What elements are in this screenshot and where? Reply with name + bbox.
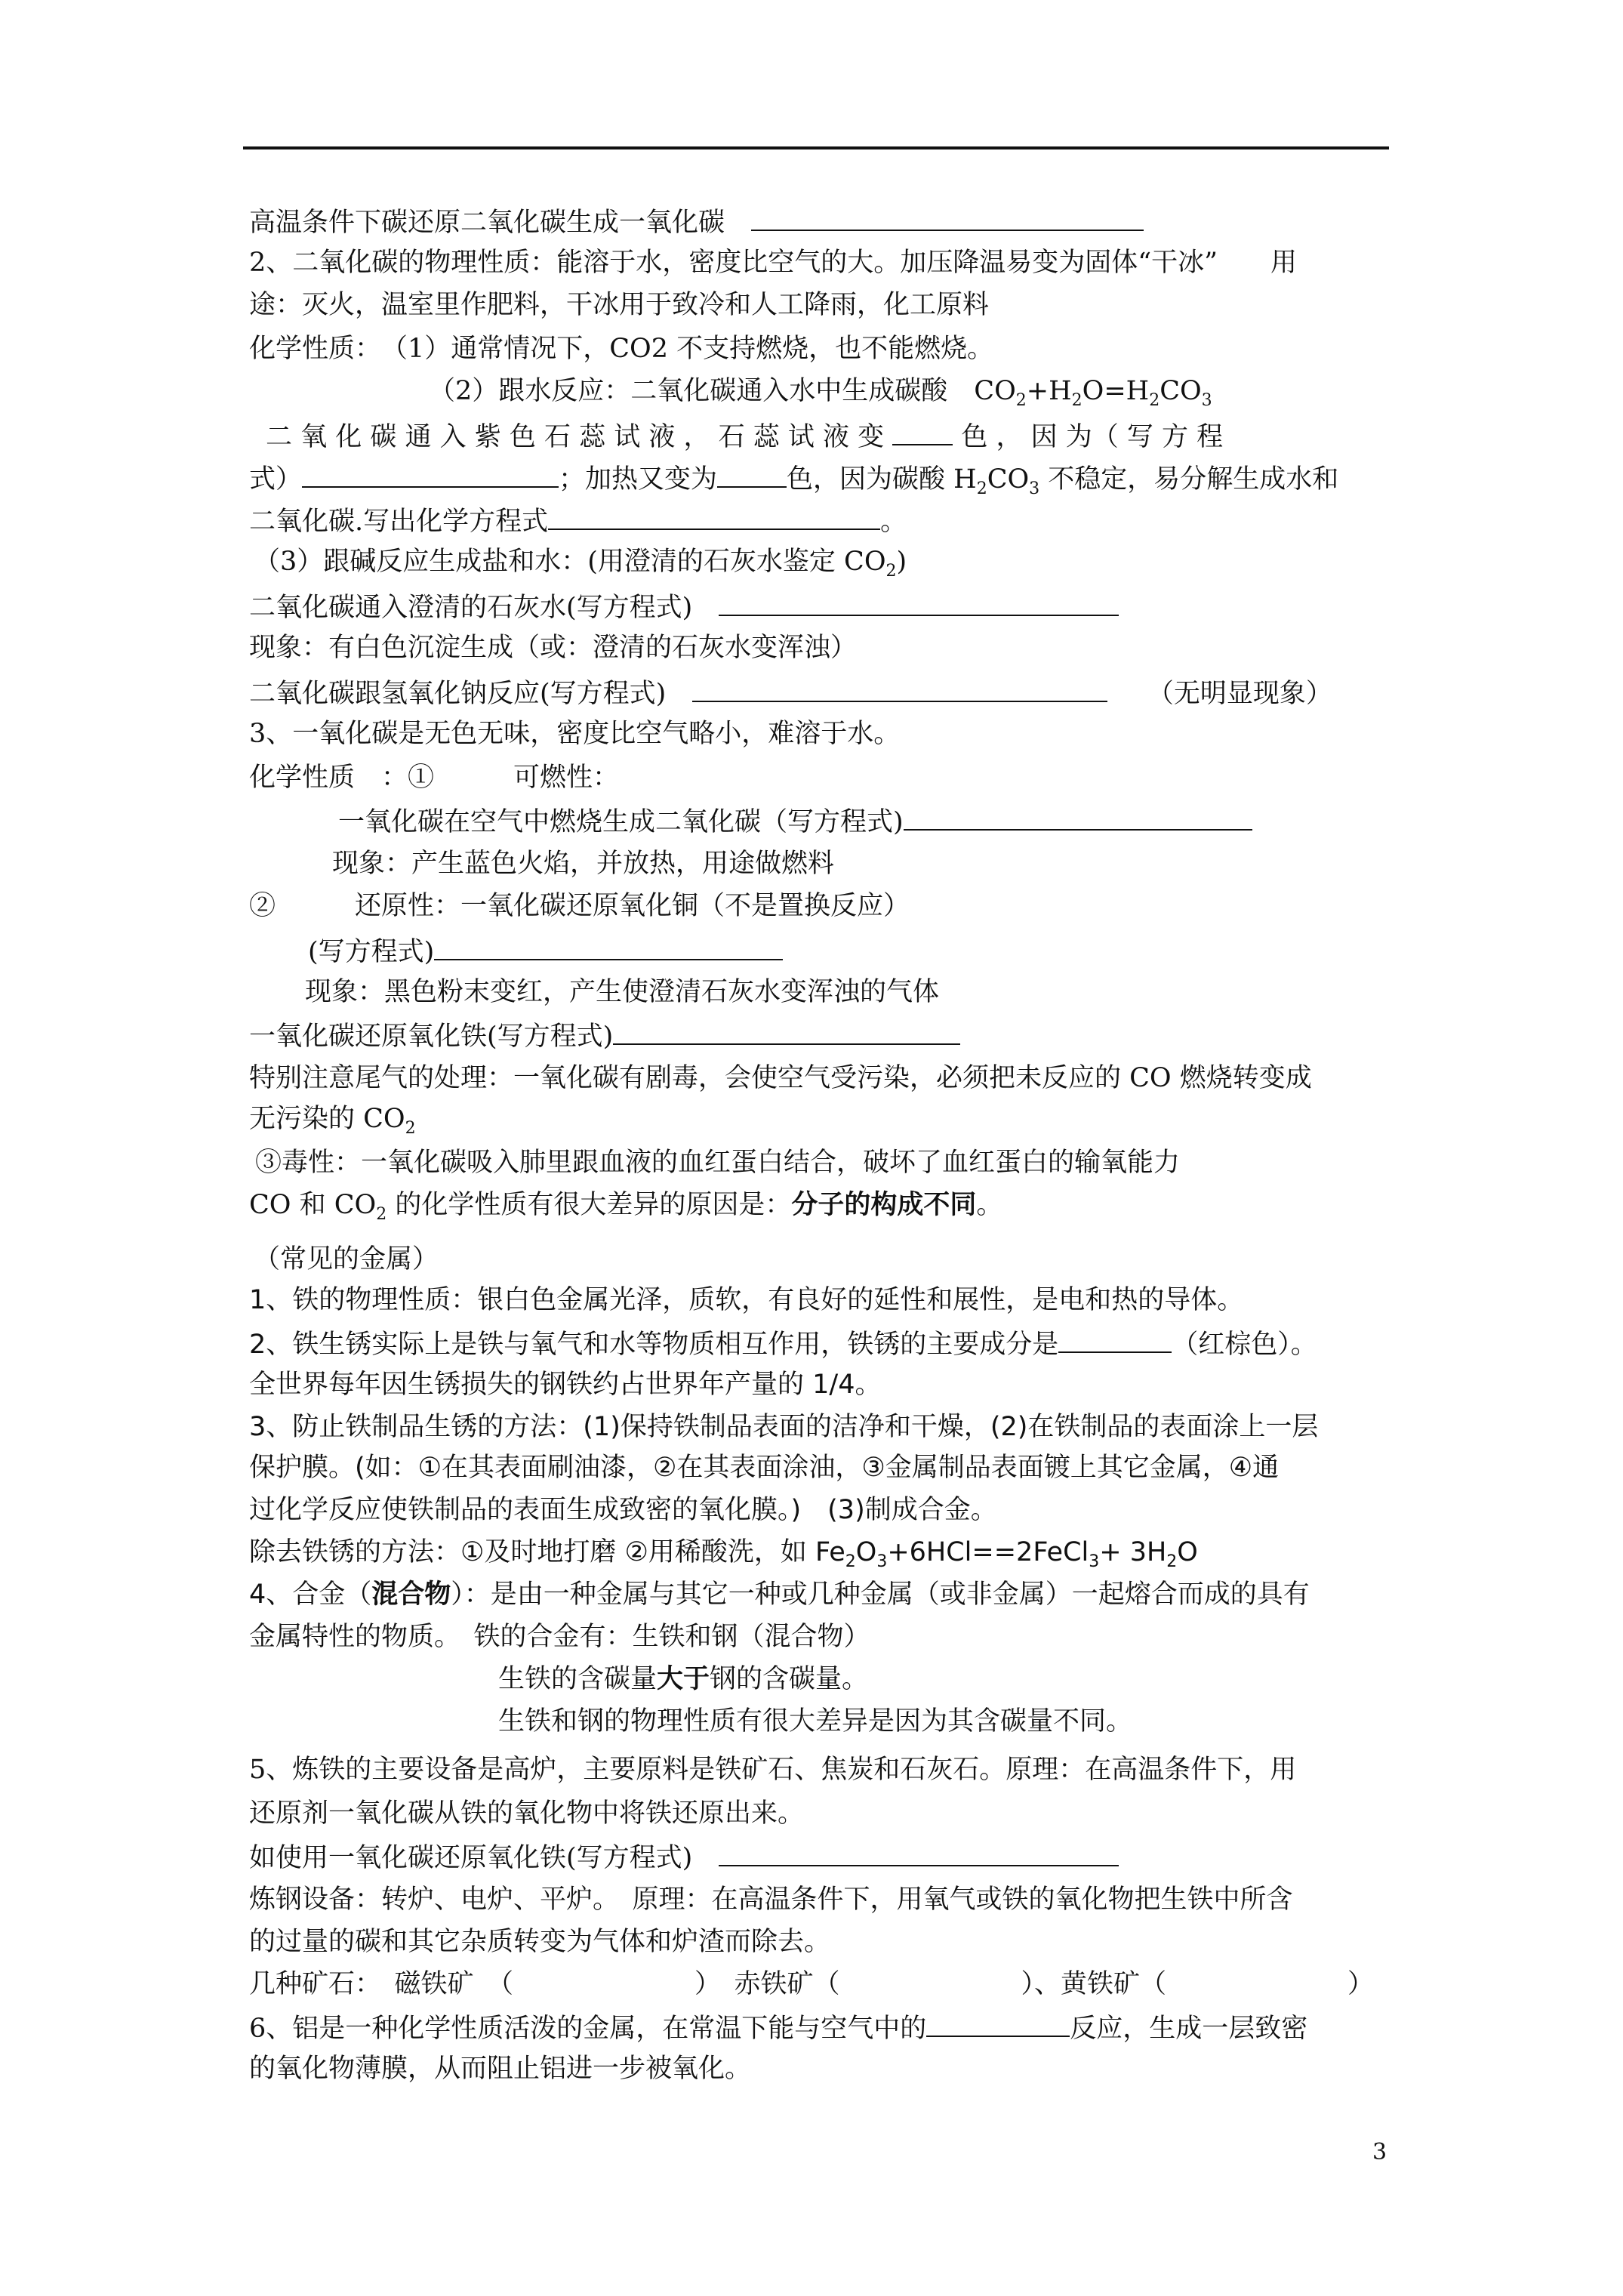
text-line: 4、合金（混合物）：是由一种金属与其它一种或几种金属（或非金属）一起熔合而成的具有: [249, 1579, 1310, 1610]
text-line: 二氧化碳.写出化学方程式 。: [249, 503, 907, 538]
text-line: 二 氧 化 碳 通 入 紫 色 石 蕊 试 液 ， 石 蕊 试 液 变 色 ， 因 为（ 写 方 程: [266, 418, 1223, 454]
answer-blank[interactable]: [926, 2010, 1070, 2037]
text-line: 特别注意尾气的处理：一氧化碳有剧毒，会使空气受污染，必须把未反应的 CO 燃烧转变成: [249, 1063, 1312, 1093]
text-line: （2）跟水反应：二氧化碳通入水中生成碳酸 $CO_2+H_2O=H_2CO_3$: [429, 376, 1212, 410]
text-line: ② 还原性：一氧化碳还原氧化铜（不是置换反应）: [249, 891, 910, 921]
text-line: (写方程式): [308, 933, 783, 969]
text-line: 生铁的含碳量大于钢的含碳量。: [498, 1664, 869, 1694]
text-line: 炼钢设备：转炉、电炉、平炉。 原理：在高温条件下，用氧气或铁的氧化物把生铁中所含: [249, 1885, 1293, 1915]
text-line: 途：灭火，温室里作肥料，干冰用于致冷和人工降雨，化工原料: [249, 290, 990, 320]
text-line: 高温条件下碳还原二氧化碳生成一氧化碳: [249, 204, 1144, 239]
answer-blank[interactable]: [692, 675, 1107, 702]
text-line: 一氧化碳还原氧化铁(写方程式): [249, 1018, 960, 1053]
text-line: 几种矿石： 磁铁矿 （ ） 赤铁矿（ ）、黄铁矿（ ）: [249, 1969, 1375, 1999]
text-line: （3）跟碱反应生成盐和水：(用澄清的石灰水鉴定 $CO_2$): [254, 547, 907, 581]
header-rule: [243, 146, 1389, 149]
text-line: 无污染的 $CO_2$: [249, 1104, 416, 1138]
text-line: 的过量的碳和其它杂质转变为气体和炉渣而除去。: [249, 1927, 831, 1957]
answer-blank[interactable]: [613, 1018, 960, 1045]
answer-blank[interactable]: [719, 1839, 1119, 1866]
answer-blank[interactable]: [302, 461, 559, 488]
text-line: 保护膜。(如：①在其表面刷油漆，②在其表面涂油，③金属制品表面镀上其它金属，④通: [249, 1453, 1280, 1483]
text-line: 的氧化物薄膜，从而阻止铝进一步被氧化。: [249, 2054, 752, 2084]
page-number: 3: [1372, 2139, 1387, 2165]
text-line: 现象：产生蓝色火焰，并放热，用途做燃料: [332, 849, 835, 879]
text-line: 5、炼铁的主要设备是高炉，主要原料是铁矿石、焦炭和石灰石。原理：在高温条件下，用: [249, 1755, 1297, 1785]
text-line: 2、二氧化碳的物理性质：能溶于水，密度比空气的大。加压降温易变为固体“干冰” 用: [249, 248, 1298, 278]
text-line: 化学性质 ：① 可燃性：: [249, 763, 620, 793]
text-line: 一氧化碳在空气中燃烧生成二氧化碳（写方程式): [338, 803, 1252, 839]
text-line: 二氧化碳通入澄清的石灰水(写方程式): [249, 589, 1119, 624]
text-line: 除去铁锈的方法：①及时地打磨 ②用稀酸洗，如 $Fe_2O_3+6HCl==2FeCl_3+ 3H_2O$: [249, 1537, 1198, 1571]
text-line: 式） ；加热又变为 色，因为碳酸 $H_2CO_3$ 不稳定，易分解生成水和: [249, 461, 1338, 506]
text-line: 金属特性的物质。 铁的合金有：生铁和钢（混合物）: [249, 1622, 870, 1652]
formula-h2co3: $CO_2+H_2O=H_2CO_3$: [974, 376, 1212, 410]
answer-blank[interactable]: [904, 803, 1252, 831]
text-line: 1、铁的物理性质：银白色金属光泽，质软，有良好的延性和展性，是电和热的导体。: [249, 1285, 1244, 1315]
text-line: 现象：黑色粉末变红，产生使澄清石灰水变浑浊的气体: [305, 977, 940, 1007]
answer-blank[interactable]: [1058, 1326, 1172, 1353]
text-line: 6、铝是一种化学性质活泼的金属，在常温下能与空气中的 反应，生成一层致密: [249, 2010, 1307, 2045]
text-line: 还原剂一氧化碳从铁的氧化物中将铁还原出来。: [249, 1798, 805, 1829]
text-line: 2、铁生锈实际上是铁与氧气和水等物质相互作用，铁锈的主要成分是 （红棕色）。: [249, 1326, 1317, 1361]
answer-blank[interactable]: [751, 204, 1144, 231]
answer-blank[interactable]: [548, 503, 880, 530]
text-line: 现象：有白色沉淀生成（或：澄清的石灰水变浑浊）: [249, 633, 858, 663]
answer-blank[interactable]: [717, 461, 787, 488]
answer-blank[interactable]: [434, 933, 783, 960]
text-line: 过化学反应使铁制品的表面生成致密的氧化膜。) (3)制成合金。: [249, 1495, 997, 1525]
text-line: 如使用一氧化碳还原氧化铁(写方程式): [249, 1839, 1119, 1875]
text-line: 二氧化碳跟氢氧化钠反应(写方程式) （无明显现象）: [249, 675, 1332, 710]
text-line: 全世界每年因生锈损失的钢铁约占世界年产量的 1/4。: [249, 1370, 882, 1400]
text-line: 化学性质： （1）通常情况下，CO2 不支持燃烧，也不能燃烧。: [249, 334, 994, 364]
text-line: 3、防止铁制品生锈的方法：(1)保持铁制品表面的洁净和干燥，(2)在铁制品的表面涂上一层: [249, 1412, 1319, 1442]
text-line: CO 和 $CO_2$ 的化学性质有很大差异的原因是：分子的构成不同。: [249, 1189, 1003, 1224]
text-line: ③毒性：一氧化碳吸入肺里跟血液的血红蛋白结合，破坏了血红蛋白的输氧能力: [255, 1148, 1181, 1178]
answer-blank[interactable]: [719, 589, 1119, 616]
answer-blank[interactable]: [892, 418, 953, 445]
text-line: 生铁和钢的物理性质有很大差异是因为其含碳量不同。: [498, 1706, 1133, 1737]
section-heading: （常见的金属）: [254, 1244, 439, 1274]
text-line: 3、一氧化碳是无色无味，密度比空气略小，难溶于水。: [249, 719, 901, 749]
